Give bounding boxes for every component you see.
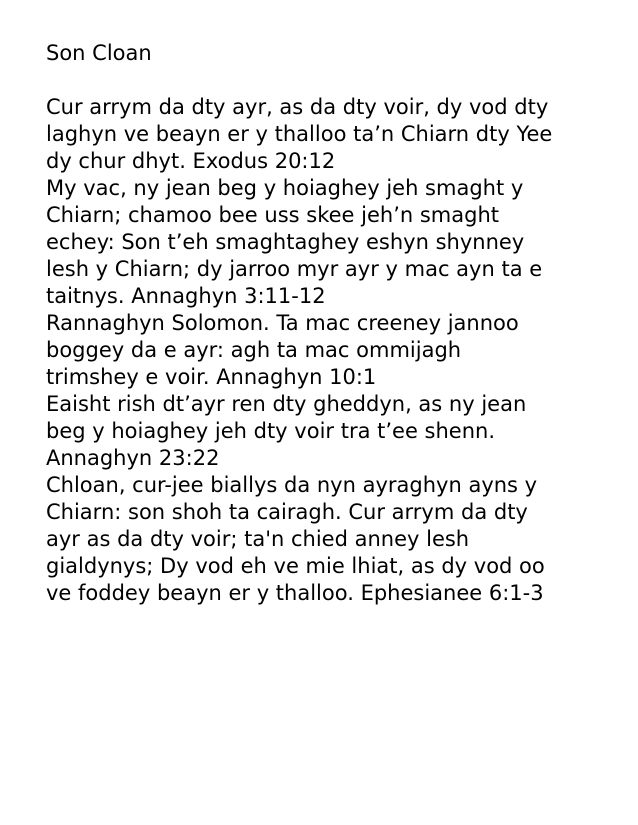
- text-line: Chiarn: son shoh ta cairagh. Cur arrym da dty: [46, 500, 528, 524]
- text-line: ve foddey beayn er y thalloo. Ephesianee 6:1-3: [46, 581, 544, 605]
- text-line: lesh y Chiarn; dy jarroo myr ayr y mac ayn ta e: [46, 257, 543, 281]
- text-line: dy chur dhyt. Exodus 20:12: [46, 149, 336, 173]
- text-line: laghyn ve beayn er y thalloo ta’n Chiarn dty Yee: [46, 122, 553, 146]
- verse-annaghyn-23: [46, 391, 606, 472]
- document-title: Son Cloan: [46, 41, 152, 65]
- text-line: My vac, ny jean beg y hoiaghey jeh smaght y: [46, 176, 524, 200]
- text-line: boggey da e ayr: agh ta mac ommijagh: [46, 338, 462, 362]
- text-line: trimshey e voir. Annaghyn 10:1: [46, 365, 377, 389]
- text-line: echey: Son t’eh smaghtaghey eshyn shynney: [46, 230, 525, 254]
- text-line: taitnys. Annaghyn 3:11-12: [46, 284, 326, 308]
- text-line: Eaisht rish dt’ayr ren dty gheddyn, as ny jean: [46, 392, 527, 416]
- verse-annaghyn-10: [46, 310, 606, 391]
- text-line: gialdynys; Dy vod eh ve mie lhiat, as dy vod oo: [46, 554, 545, 578]
- text-line: Chloan, cur-jee biallys da nyn ayraghyn ayns y: [46, 473, 538, 497]
- text-line: beg y hoiaghey jeh dty voir tra t’ee shenn.: [46, 419, 496, 443]
- verse-exodus: [46, 94, 606, 175]
- text-line: Cur arrym da dty ayr, as da dty voir, dy vod dty: [46, 95, 549, 119]
- text-line: Rannaghyn Solomon. Ta mac creeney jannoo: [46, 311, 519, 335]
- verse-annaghyn-3: [46, 175, 606, 310]
- text-line: Annaghyn 23:22: [46, 446, 220, 470]
- text-line: Chiarn; chamoo bee uss skee jeh’n smaght: [46, 203, 499, 227]
- verse-ephesianee: [46, 472, 606, 607]
- document-page: [46, 40, 606, 607]
- text-line: ayr as da dty voir; ta'n chied anney lesh: [46, 527, 470, 551]
